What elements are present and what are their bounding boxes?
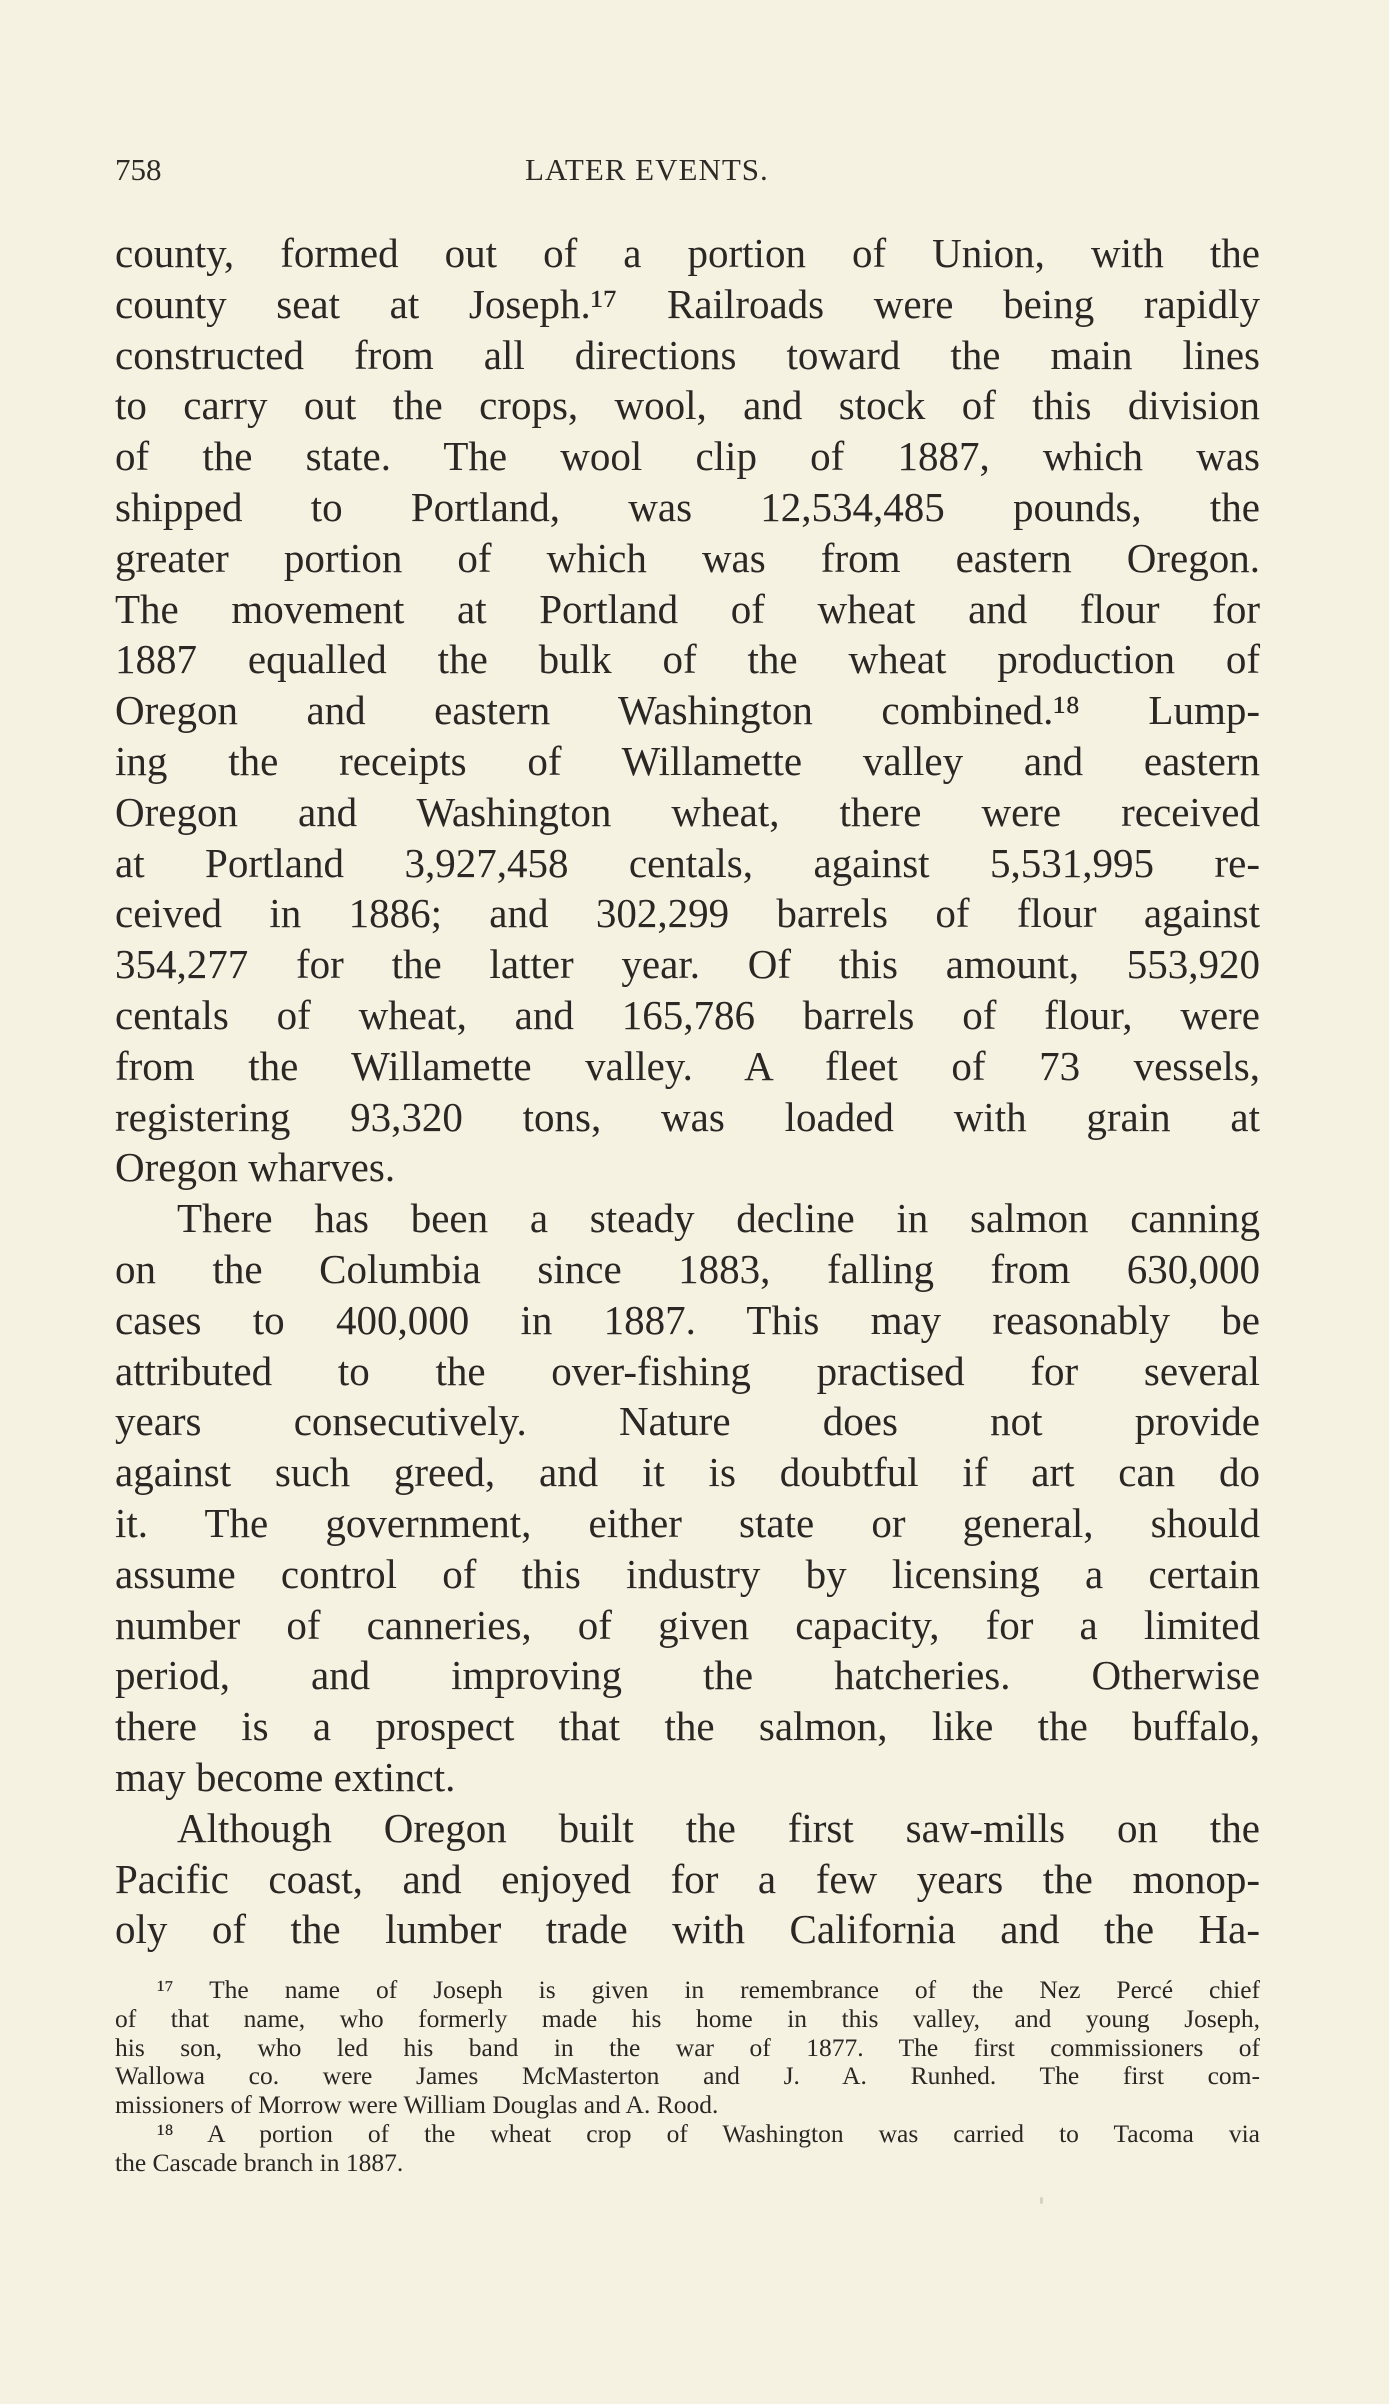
body-line: it. The government, either state or general, should	[115, 1499, 1260, 1546]
body-line: The movement at Portland of wheat and flour for	[115, 585, 1260, 632]
body-line: There has been a steady decline in salmon canning	[177, 1195, 1260, 1242]
footnote-line: the Cascade branch in 1887.	[115, 2147, 404, 2177]
body-line: greater portion of which was from eastern Oregon.	[115, 534, 1260, 581]
body-line: may become extinct.	[115, 1753, 456, 1800]
body-line: attributed to the over-fishing practised for several	[115, 1347, 1260, 1394]
body-line: centals of wheat, and 165,786 barrels of flour, were	[115, 991, 1260, 1038]
body-line: there is a prospect that the salmon, like the buffalo,	[115, 1703, 1260, 1750]
body-line: from the Willamette valley. A fleet of 73 vessels,	[115, 1042, 1260, 1089]
footnotes	[115, 1976, 1260, 2178]
footnote-line: ¹⁸ A portion of the wheat crop of Washington was carried to Tacoma via	[157, 2118, 1260, 2148]
body-line: Although Oregon built the first saw-mills on the	[177, 1804, 1260, 1851]
body-line: of the state. The wool clip of 1887, which was	[115, 433, 1260, 480]
body-line: number of canneries, of given capacity, for a limited	[115, 1601, 1260, 1648]
body-line: cases to 400,000 in 1887. This may reasonably be	[115, 1296, 1260, 1343]
body-line: ceived in 1886; and 302,299 barrels of flour against	[115, 890, 1260, 937]
body-line: Oregon and Washington wheat, there were received	[115, 788, 1260, 835]
body-line: oly of the lumber trade with California and the Ha-	[115, 1906, 1260, 1953]
footnote-line: his son, who led his band in the war of 1877. The first commissioners of	[115, 2032, 1260, 2062]
page-header	[115, 152, 1275, 192]
body-line: assume control of this industry by licensing a certain	[115, 1550, 1260, 1597]
body-line: county, formed out of a portion of Union, with the	[115, 230, 1260, 276]
body-line: shipped to Portland, was 12,534,485 pounds, the	[115, 483, 1260, 530]
body-line: ing the receipts of Willamette valley and eastern	[115, 737, 1260, 784]
body-line: period, and improving the hatcheries. Otherwise	[115, 1652, 1260, 1699]
body-line: on the Columbia since 1883, falling from 630,000	[115, 1245, 1260, 1292]
body-line: Pacific coast, and enjoyed for a few years the monop-	[115, 1855, 1260, 1902]
body-line: Oregon wharves.	[115, 1144, 396, 1191]
footnote-line: of that name, who formerly made his home in this valley, and young Joseph,	[115, 2003, 1260, 2033]
body-line: registering 93,320 tons, was loaded with grain at	[115, 1093, 1260, 1140]
body-line: 1887 equalled the bulk of the wheat production of	[115, 636, 1260, 683]
footnote-line: Wallowa co. were James McMasterton and J. A. Runhed. The first com-	[115, 2061, 1260, 2091]
body-line: 354,277 for the latter year. Of this amount, 553,920	[115, 941, 1260, 988]
page-number: 758	[115, 152, 162, 187]
body-line: constructed from all directions toward the main lines	[115, 331, 1260, 378]
body-line: to carry out the crops, wool, and stock of this division	[115, 382, 1260, 429]
paper-speck	[1040, 2197, 1043, 2204]
running-head: LATER EVENTS.	[525, 152, 769, 187]
body-line: county seat at Joseph.¹⁷ Railroads were being rapidly	[115, 280, 1260, 327]
body-line: against such greed, and it is doubtful if art can do	[115, 1449, 1260, 1496]
body-text	[115, 228, 1260, 1955]
body-line: Oregon and eastern Washington combined.¹⁸ Lump-	[115, 687, 1260, 734]
footnote-line: ¹⁷ The name of Joseph is given in remembrance of the Nez Percé chief	[157, 1975, 1260, 2004]
body-line: years consecutively. Nature does not provide	[115, 1398, 1260, 1445]
footnote-line: missioners of Morrow were William Douglas and A. Rood.	[115, 2090, 719, 2120]
body-line: at Portland 3,927,458 centals, against 5,531,995 re-	[115, 839, 1260, 886]
